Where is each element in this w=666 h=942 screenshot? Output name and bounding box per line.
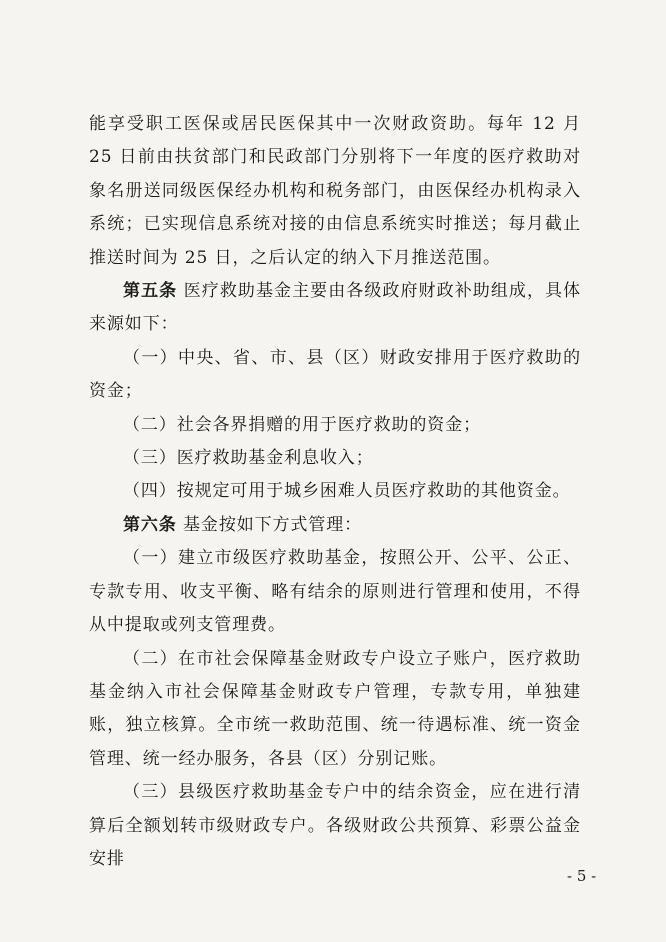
article-6	[89, 509, 581, 542]
article-6-text: 基金按如下方式管理：	[183, 514, 363, 535]
paragraph-continuation: 能享受职工医保或居民医保其中一次财政资助。每年 12 月 25 日前由扶贫部门和民政部门分别将下一年度的医疗救助对象名册送同级医保经办机构和税务部门，由医保经办机构录入系统；已实现信息系统对接的由信息系统实时推送；每月截止推送时间为 25 日，之后认定的纳入下月推送范围。	[89, 114, 581, 268]
document-body	[89, 108, 581, 876]
article-5-item-1: （一）中央、省、市、县（区）财政安排用于医疗救助的资金；	[89, 347, 581, 402]
article-6-item-2: （二）在市社会保障基金财政专户设立子账户，医疗救助基金纳入市社会保障基金财政专户管理，专款专用，单独建账，独立核算。全市统一救助范围、统一待遇标准、统一资金管理、统一经办服务，各县（区）分别记账。	[89, 648, 581, 769]
article-5-heading: 第五条	[123, 281, 178, 302]
article-6-heading: 第六条	[123, 514, 177, 535]
article-6-item-3: （三）县级医疗救助基金专户中的结余资金，应在进行清算后全额划转市级财政专户。各级财政公共预算、彩票公益金安排	[89, 782, 581, 869]
article-5-item-2: （二）社会各界捐赠的用于医疗救助的资金；	[123, 414, 481, 435]
page-number: - 5 -	[567, 867, 597, 885]
article-6-item-1: （一）建立市级医疗救助基金，按照公开、公平、公正、专款专用、收支平衡、略有结余的原则进行管理和使用，不得从中提取或列支管理费。	[89, 548, 581, 636]
article-5-item-3: （三）医疗救助基金利息收入；	[123, 448, 374, 469]
article-5-text: 医疗救助基金主要由各级政府财政补助组成，具体来源如下：	[89, 281, 581, 335]
article-5	[89, 275, 581, 342]
article-5-item-4: （四）按规定可用于城乡困难人员医疗救助的其他资金。	[123, 481, 571, 502]
